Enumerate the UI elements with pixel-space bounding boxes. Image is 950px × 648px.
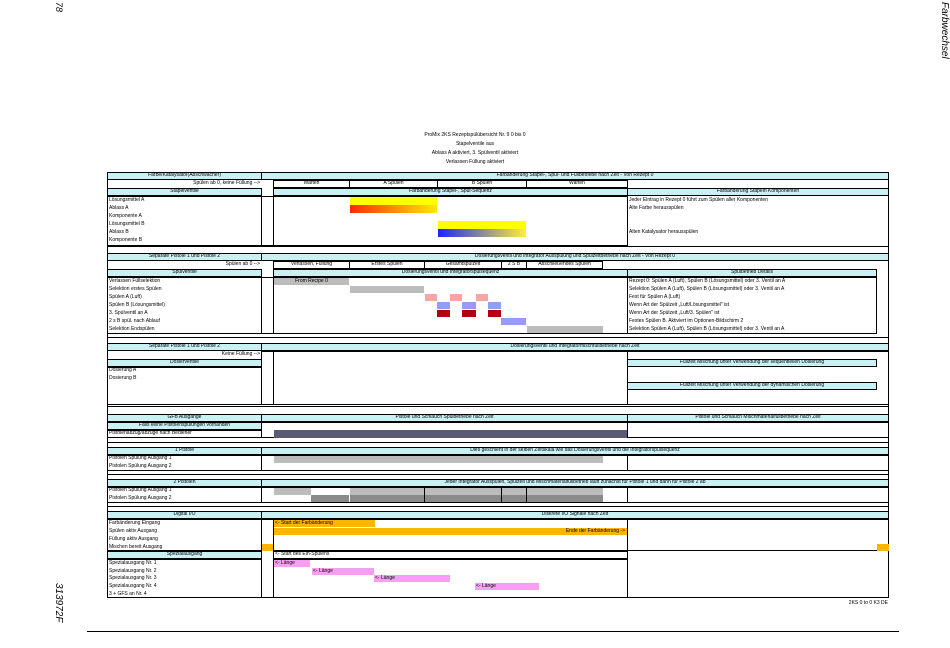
s1-note-4: Alten Katalysator herausspülen xyxy=(629,229,699,235)
s2-bar-solv-3 xyxy=(488,302,501,309)
s2-bar-air-2 xyxy=(450,294,462,301)
s1-bar-dump-a xyxy=(350,205,437,213)
page-number: 78 xyxy=(54,2,64,13)
s2-bar-final xyxy=(527,326,603,333)
s1-note-0: Jeder Eintrag in Rezept 0 führt zum Spülen aller Komponenten xyxy=(629,197,768,203)
s1-col-sub: Spülen ab 0, keine Füllung --> xyxy=(193,180,260,186)
s1-row-1: Ablass A xyxy=(109,205,129,211)
s7-row-3: Mischen bereit Ausgang xyxy=(109,544,163,550)
heading-line-2: Stapelventile aus xyxy=(455,141,495,147)
s7-spez-len-2: <- Länge xyxy=(313,568,333,574)
s2-bar-air-3 xyxy=(476,294,488,301)
s5-row-1: Pistolen Spülung Ausgang 2 xyxy=(109,463,172,469)
s6-bar-mid-2 xyxy=(350,495,603,502)
s2-note-6: Selektion Spülen A (Luft), Spülen B (Lösungsmittel) oder 3. Ventil an A xyxy=(629,326,785,332)
s6-div-1 xyxy=(424,487,425,503)
s2-note-2: Fest für Spülen A (Luft) xyxy=(629,294,681,300)
s2-row-3: Spülen B (Lösungsmittel) xyxy=(109,302,165,308)
s6-bar-p2 xyxy=(311,495,349,502)
s2-note-1: Selektion Spülen A (Luft), Spülen B (Lösungsmittel) oder 3. Ventil an A xyxy=(629,286,785,292)
s3-title-text: Dosierungsventil und Integratormischfüllbetriebe nach Zeit xyxy=(510,343,640,349)
s1-valves-head-text: Stapelventile xyxy=(170,188,199,194)
s4-row: Pistolenabzug/abzüge nach Bediener xyxy=(109,430,192,436)
s6-row-1: Pistolen Spülung Ausgang 2 xyxy=(109,495,172,501)
s7-body-right xyxy=(627,519,889,551)
s2-row-6: Selektion Endspülen xyxy=(109,326,155,332)
s2-bar-third-3 xyxy=(488,310,501,317)
s5-bar-1 xyxy=(274,456,603,463)
s5-row-0: Pistolen Spülung Ausgang 1 xyxy=(109,455,172,461)
s2-valves-head-text: Spülventile xyxy=(172,269,197,275)
s2-row-5: 2 s B spül. nach Ablauf xyxy=(109,318,160,324)
footer-rule xyxy=(87,631,899,632)
s1-phase-3-text: Warten xyxy=(569,180,585,186)
s4-body-right xyxy=(627,422,889,438)
s6-bar-p1 xyxy=(274,488,311,495)
s7-row-1: Spülen aktiv Ausgang xyxy=(109,528,158,534)
s1-row-5: Komponente B xyxy=(109,237,143,243)
s7-row-0: Farbänderung Eingang xyxy=(109,520,161,526)
s7-title-text: Diskrete I/O Signale nach Zeit xyxy=(541,511,609,517)
s4-bar-trigger xyxy=(274,430,627,438)
s1-bar-solvent-b xyxy=(438,221,526,229)
s6-bar-mid-1 xyxy=(350,488,603,495)
s3-row-1: Dosierung B xyxy=(109,375,137,381)
s1-row-2: Komponente A xyxy=(109,213,142,219)
s1-right-head-text: Farbänderung Stapeln Komponenten xyxy=(716,188,800,194)
s2-row-2: Spülen A (Luft) xyxy=(109,294,142,300)
s2-bar-solv-1 xyxy=(437,302,450,309)
s2-phase-4-text: Abschließendes Spülen xyxy=(538,261,591,267)
s1-note-1: Alte Farbe herausspülen xyxy=(629,205,684,211)
s7-spez-row-3: Spezialausgang Nr. 4 xyxy=(109,583,157,589)
s3-note2: Füllzeit Mischung unter Verwendung der dynamischen Dosierung xyxy=(679,382,825,388)
s2-row-4: 3. Spülventil an A xyxy=(109,310,148,316)
s1-row-3: Lösungsmittel B xyxy=(109,221,145,227)
s1-bar-dump-b xyxy=(438,229,526,237)
s1-sep xyxy=(107,246,889,247)
s7-spez-start: <- Start des Ein-Spülens xyxy=(275,551,330,557)
s2-note-4: Wenn Art der Spülzeit „Luft/3. Spülen" ist xyxy=(629,310,720,316)
s1-bar-solvent-a xyxy=(350,197,437,205)
s3-col-sub: Keine Füllung --> xyxy=(221,351,260,357)
s5-col-head-text: 1 Pistole xyxy=(174,447,195,453)
s2-bar-third-1 xyxy=(437,310,450,317)
side-title: Farbwechsel xyxy=(939,2,950,59)
s3-valves-head-text: Dosierventile xyxy=(170,359,199,365)
s7-end-label: Ende der Farbänderung -> xyxy=(565,528,625,534)
s4-title-text: Pistole und Schlauch Spülbetriebe nach Zeit xyxy=(395,414,494,420)
s2-phase-2-text: Gesamtspülzeit xyxy=(445,261,481,267)
s4-col-head-text: GFB Ausgänge xyxy=(167,414,202,420)
s6-title-text: Jeder Integrator Ausspülen, Spülzeit und Mischmaterialfüllbetrieb läuft zunächst für Pistole 1 und dann für Pistole 2 ab xyxy=(444,479,706,485)
s2-row-1: Selektion erstes Spülen xyxy=(109,286,162,292)
s2-phase-0-text: Verlassen, Füllung xyxy=(290,261,333,267)
s2-phase-1-text: Erstes Spülen xyxy=(371,261,403,267)
s2-note-3: Wenn Art der Spülzeit „Luft/Lösungsmittel" ist xyxy=(629,302,730,308)
s6-body-right xyxy=(627,487,889,503)
s7-spez-row-0: Spezialausgang Nr. 1 xyxy=(109,560,157,566)
s5-title-text: Dies geschieht in der selben Zeitskala wie das Dosierungsventil und die Integratorspülsequenz xyxy=(470,447,680,453)
s3-row-0: Dosierung A xyxy=(109,367,137,373)
s3-body-mid xyxy=(273,351,628,405)
s2-right-head-text: Spülbetrieb Details xyxy=(731,269,773,275)
s7-spez-row-2: Spezialausgang Nr. 3 xyxy=(109,575,157,581)
s6-sep xyxy=(107,506,889,507)
doc-number: 313972F xyxy=(53,583,64,623)
s3-note1: Füllzeit Mischung unter Verwendung der sequentiellen Dosierung xyxy=(679,359,825,365)
s6-col-head-text: 2 Pistolen xyxy=(173,479,196,485)
s2-bar-solv-2 xyxy=(462,302,476,309)
s3-col-head-text: Separate Pistole 1 und Pistole 2 xyxy=(148,343,221,349)
s2-row-0: Verlassen Füllselektion xyxy=(109,278,161,284)
s5-sep xyxy=(107,474,889,475)
s2-from-recipe: From Recipe 0 xyxy=(295,278,328,284)
s2-bar-third-2 xyxy=(462,310,476,317)
s1-phase-2-text: B Spülen xyxy=(471,180,493,186)
s2-seq-head-text: Dosierungsventil und Integratorspülsequenz xyxy=(401,269,500,275)
s7-bar-ready-right xyxy=(877,544,889,551)
s6-row-0: Pistolen Spülung Ausgang 1 xyxy=(109,487,172,493)
s2-bar-air-1 xyxy=(425,294,437,301)
s7-start-label: <- Start der Farbänderung xyxy=(275,520,333,526)
s6-div-2 xyxy=(501,487,502,503)
s1-seq-head-text: Farbänderung Stapel-, Spül-Sequenz xyxy=(409,188,492,194)
s1-row-0: Lösungsmittel A xyxy=(109,197,145,203)
s7-spez-head-text: Spezialausgang xyxy=(166,551,203,557)
s2-phase-3-text: 2 S B xyxy=(507,261,521,267)
s2-bar-2sb xyxy=(501,318,526,325)
heading-line-4: Verlassen Füllung aktiviert xyxy=(445,159,505,165)
s3-sep xyxy=(107,406,889,407)
s7-spez-row-1: Spezialausgang Nr. 2 xyxy=(109,568,157,574)
s1-phase-0-text: Warten xyxy=(303,180,320,186)
s7-spez-len-4: <- Länge xyxy=(476,583,496,589)
s7-bar-ready-left xyxy=(262,544,273,551)
s2-sep xyxy=(107,337,889,338)
heading-line-1: ProMix 2KS Rezeptspülübersicht Nr. 9 0 bis 0 xyxy=(424,132,526,138)
heading-line-3: Ablass A aktiviert, 3. Spülventil aktiviert xyxy=(431,150,519,156)
s2-title-text: Dosierungsventil und Integrator Ausspülung und Spülzeitbetriebe nach Zeit - Von Rezept 0 xyxy=(474,253,676,259)
s5-body-right xyxy=(627,455,889,471)
s7-spez-body-mid xyxy=(273,559,628,598)
s2-col-head-text: Separate Pistole 1 und Pistole 2 xyxy=(148,253,221,259)
s6-div-3 xyxy=(526,487,527,503)
s2-col-sub: Spülen ab 0 --> xyxy=(225,261,260,267)
s4-right-head-text: Pistole und Schlauch Mischmaterialfüllbetriebe nach Zeit xyxy=(695,414,821,420)
s7-spez-len-3: <- Länge xyxy=(375,575,395,581)
s2-note-0: Rezept 0: Spülen A (Luft), Spülen B (Lösungsmittel) oder 3. Ventil an A xyxy=(629,278,786,284)
s4-col-sub: Falls keine Pistolenspülungen vorhanden xyxy=(138,422,231,428)
s2-note-5: Festes Spülen B. Aktiviert im Optionen-Bildschirm 2 xyxy=(629,318,744,324)
s4-sep xyxy=(107,442,889,443)
s1-row-4: Ablass B xyxy=(109,229,129,235)
s7-col-head-text: Digital I/O xyxy=(173,511,196,517)
s1-phase-1-text: A Spülen xyxy=(383,180,404,186)
s7-spez-len-1: <- Länge xyxy=(275,560,295,566)
s7-spez-row-4: 3 + GFS an Nr. 4 xyxy=(109,591,147,597)
s1-title-text: Farbänderung Stapel-, Spül- und Füllbetriebe nach Zeit - Von Rezept 0 xyxy=(496,172,654,178)
footer-code: 2KS 0 to 0 K3 DE xyxy=(848,600,888,606)
s1-col-head-text: Farbe/Katalysator(Abschwächer) xyxy=(148,172,221,178)
s7-row-2: Füllung aktiv Ausgang xyxy=(109,536,158,542)
s2-bar-first-purge xyxy=(350,286,424,293)
